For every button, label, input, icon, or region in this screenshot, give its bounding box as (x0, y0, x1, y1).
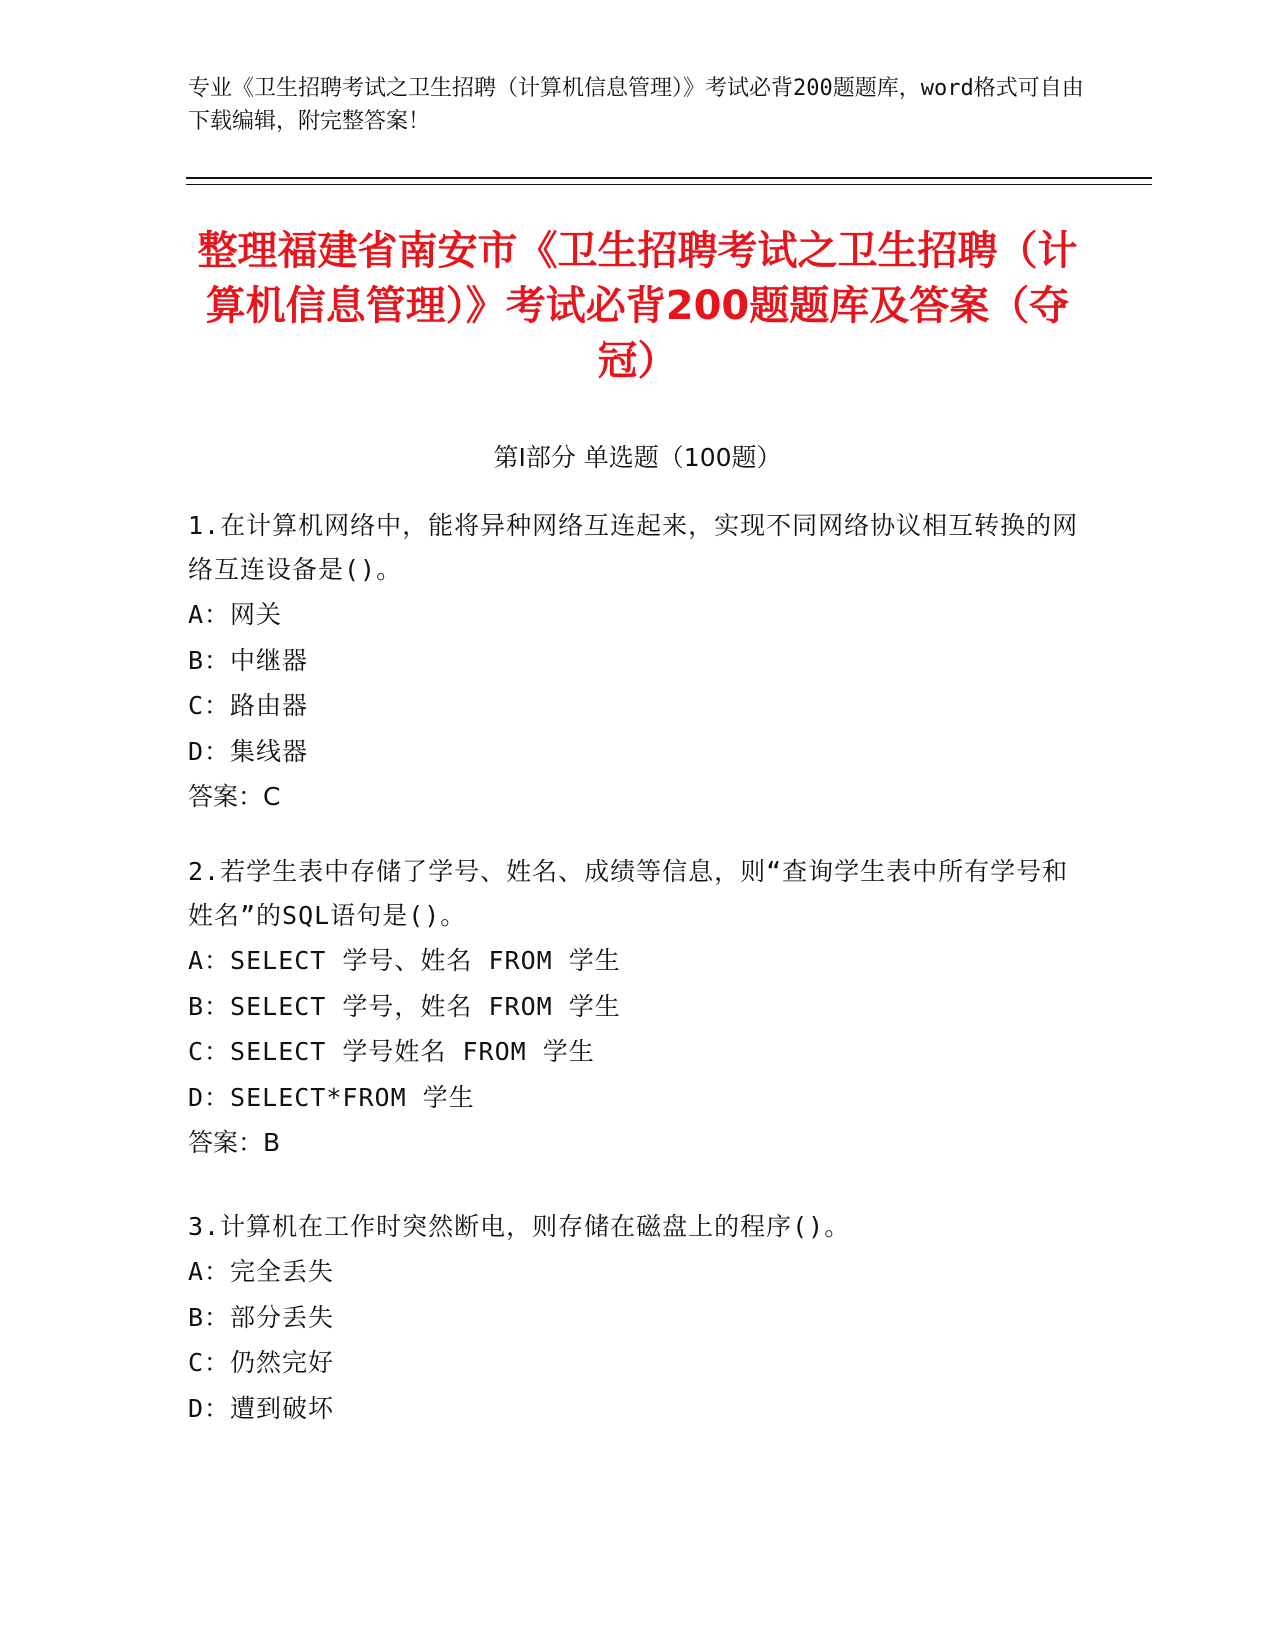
option-a: A：SELECT 学号、姓名 FROM 学生 (188, 946, 621, 975)
question-stem: 2.若学生表中存储了学号、姓名、成绩等信息，则“查询学生表中所有学号和姓名”的SQL语句是()。 (188, 857, 1069, 930)
document-title: 整理福建省南安市《卫生招聘考试之卫生招聘（计算机信息管理）》考试必背200题题库及答案（夺冠） (197, 228, 1078, 384)
option-b: B：部分丢失 (188, 1302, 335, 1332)
option-d: D：遭到破坏 (188, 1393, 335, 1423)
option-a: A：网关 (188, 600, 283, 629)
answer: 答案：C (188, 782, 281, 811)
option-c: C：仍然完好 (188, 1348, 335, 1377)
question-1 (188, 504, 1088, 819)
option-d: D：SELECT*FROM 学生 (188, 1082, 475, 1112)
question-stem: 1.在计算机网络中，能将异种网络互连起来，实现不同网络协议相互转换的网络互连设备是()。 (188, 511, 1079, 584)
option-d: D：集线器 (188, 736, 309, 766)
option-a: A：完全丢失 (188, 1257, 335, 1286)
header-note: 专业《卫生招聘考试之卫生招聘（计算机信息管理）》考试必背200题题库，word格式可自由下载编辑，附完整答案！ (188, 76, 1084, 134)
option-c: C：SELECT 学号姓名 FROM 学生 (188, 1037, 595, 1066)
question-2 (188, 850, 1088, 1165)
question-stem: 3.计算机在工作时突然断电，则存储在磁盘上的程序()。 (188, 1212, 851, 1241)
question-3 (188, 1205, 1088, 1431)
header-rule-thin (186, 184, 1152, 185)
section-heading: 第Ⅰ部分 单选题（100题） (493, 443, 782, 472)
option-c: C：路由器 (188, 691, 309, 720)
header-rule (186, 177, 1152, 179)
option-b: B：中继器 (188, 645, 309, 675)
option-b: B：SELECT 学号，姓名 FROM 学生 (188, 991, 621, 1021)
answer: 答案：B (188, 1128, 281, 1157)
